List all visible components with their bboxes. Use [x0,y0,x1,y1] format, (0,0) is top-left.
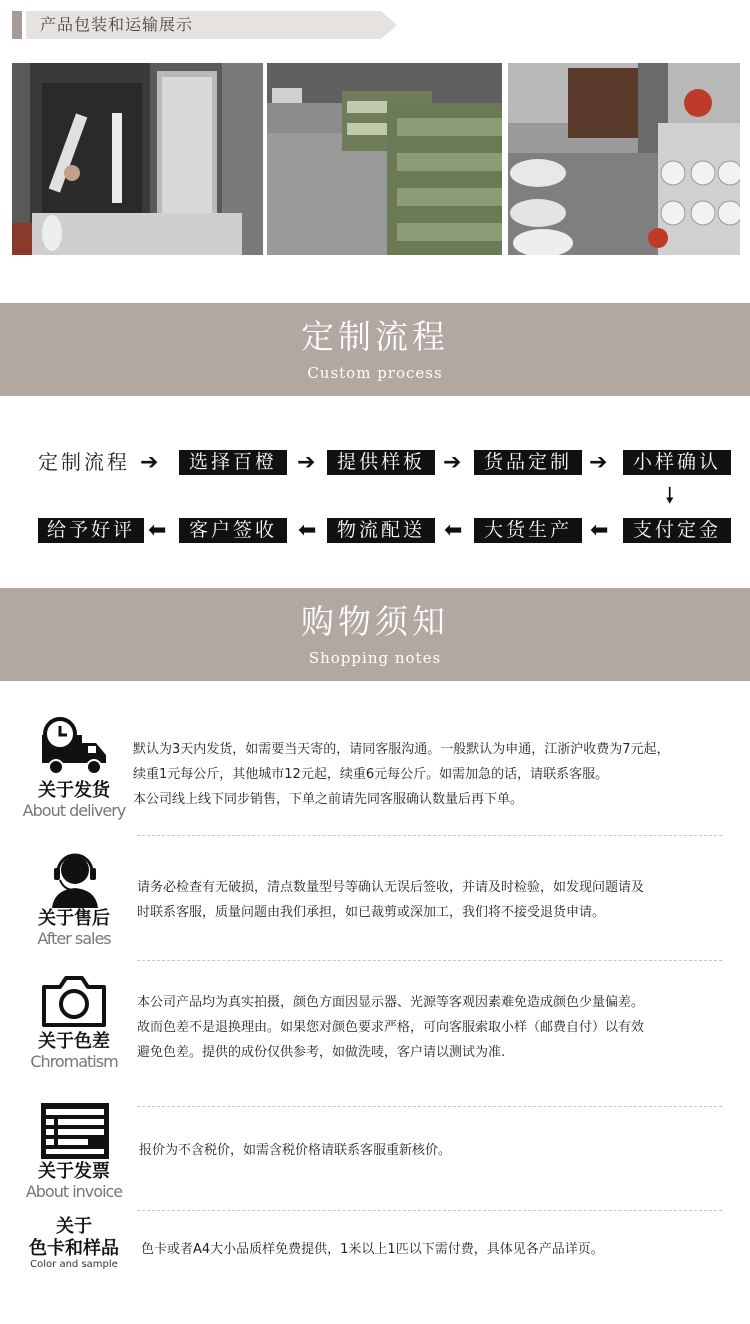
step-receipt: 客户签收 [179,518,287,543]
arrow-right-icon: ➔ [140,450,159,475]
arrow-left-icon: ⬅ [148,518,167,543]
note-delivery-subtitle: About delivery [22,801,126,820]
note-chromatism-title: 关于色差 [38,1031,110,1052]
note-after-sales-title: 关于售后 [38,908,110,929]
step-review: 给予好评 [38,518,144,543]
step-production: 大货生产 [474,518,582,543]
header-tag-title: 产品包装和运输展示 [40,15,194,34]
note-invoice-subtitle: About invoice [25,1182,123,1201]
photo-truck-loading [12,63,263,255]
delivery-truck-icon [42,717,108,783]
note-sample-text: 色卡或者A4大小品质样免费提供，1米以上1匹以下需付费，具体见各产品详页。 [141,1242,604,1257]
photo-loading-rolls [508,63,740,255]
arrow-right-icon: ➔ [443,450,462,475]
arrow-down-icon: 🠗 [665,484,675,509]
note-chromatism-text: 本公司产品均为真实拍摄，颜色方面因显示器、光源等客观因素难免造成颜色少量偏差。 故而色差不是退换理由。如果您对颜色要求严格，可向客服索取小样（邮费自付）以有效 避免色差。提供的成份仅供参考，如做洗唛，客户请以测试为准. [137,995,645,1060]
step-customize: 货品定制 [474,450,582,475]
note-after-sales-text: 请务必检查有无破损，清点数量型号等确认无误后签收，并请及时检验，如发现问题请及 时联系客服，质量问题由我们承担，如已裁剪或深加工，我们将不接受退货申请。 [137,880,645,920]
camera-icon [40,973,108,1033]
header-tag-arrow [381,11,397,39]
note-delivery-title: 关于发货 [38,780,110,801]
process-label: 定制流程 [38,450,130,474]
note-invoice-text: 报价为不含税价，如需含税价格请联系客服重新核价。 [139,1143,452,1158]
note-chromatism-subtitle: Chromatism [30,1052,118,1071]
header-tag-strip [12,11,22,39]
note-sample-title-line2: 色卡和样品 [29,1238,119,1259]
arrow-right-icon: ➔ [589,450,608,475]
photo-warehouse-rolls [267,63,502,255]
note-sample-title-line1: 关于 [56,1216,92,1237]
customer-service-headset-icon [46,850,104,912]
divider [137,1210,722,1211]
invoice-icon [41,1103,109,1163]
divider [137,960,722,961]
shopping-notes-title: 购物须知 [301,602,449,641]
arrow-left-icon: ⬅ [590,518,609,543]
note-delivery-text: 默认为3天内发货，如需要当天寄的，请同客服沟通。一般默认为申通，江浙沪收费为7元起， 续重1元每公斤，其他城市12元起，续重6元每公斤。如需加急的话，请联系客服。 本公司线上线下同步销售，下单之前请先同客服确认数量后再下单。 [133,742,670,807]
divider [137,835,722,836]
custom-process-subtitle: Custom process [307,364,443,382]
arrow-right-icon: ➔ [297,450,316,475]
shopping-notes-banner [0,588,750,681]
step-logistics: 物流配送 [327,518,435,543]
shopping-notes-subtitle: Shopping notes [308,649,442,667]
step-sample-confirm: 小样确认 [623,450,731,475]
step-provide-sample: 提供样板 [327,450,435,475]
arrow-left-icon: ⬅ [298,518,317,543]
note-after-sales-subtitle: After sales [37,929,111,948]
note-sample-subtitle: Color and sample [30,1259,118,1270]
custom-process-title: 定制流程 [301,317,449,356]
custom-process-banner [0,303,750,396]
step-deposit: 支付定金 [623,518,731,543]
arrow-left-icon: ⬅ [444,518,463,543]
divider [137,1106,722,1107]
step-choose: 选择百橙 [179,450,287,475]
note-invoice-title: 关于发票 [38,1161,110,1182]
